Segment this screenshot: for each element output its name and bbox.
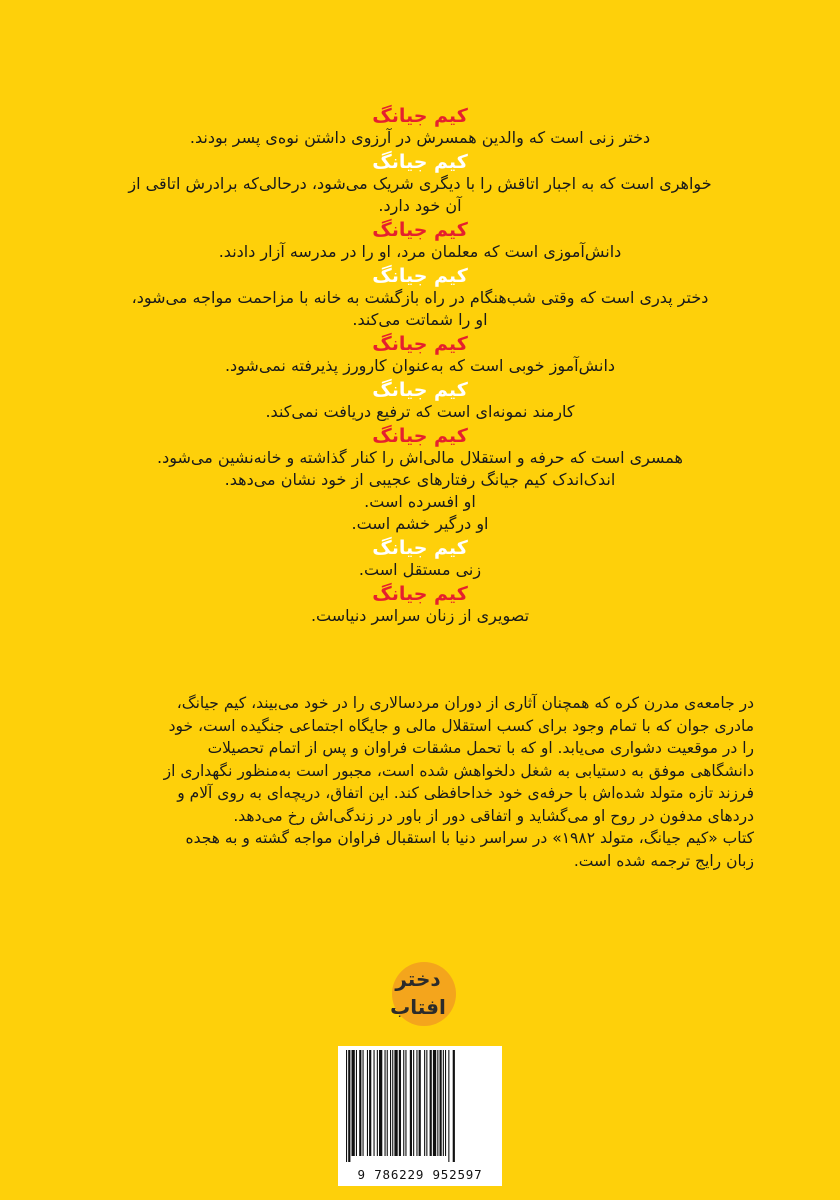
barcode-bar: [426, 1050, 427, 1156]
stanza-line: او درگیر خشم است.: [351, 514, 489, 533]
stanza-line: اندک‌اندک کیم جیانگ رفتارهای عجیبی از خود نشان می‌دهد.: [224, 470, 616, 489]
barcode-bar: [367, 1050, 368, 1156]
barcode-bar: [453, 1050, 455, 1162]
barcode-bar: [437, 1050, 438, 1156]
barcode-bar: [374, 1050, 375, 1156]
barcode-bar: [405, 1050, 406, 1156]
barcode-bar: [377, 1050, 378, 1156]
barcode-bar: [413, 1050, 414, 1156]
barcode-bar: [348, 1050, 350, 1162]
barcode-bar: [416, 1050, 417, 1156]
stanza-name: کیم جیانگ: [372, 219, 468, 241]
barcode-bar: [352, 1050, 355, 1156]
barcode-bars: [338, 1046, 502, 1164]
stanza-line: زنی مستقل است.: [358, 560, 482, 579]
barcode-bar: [385, 1050, 386, 1156]
stanza-line: دانش‌آموز خوبی است که به‌عنوان کارورز پذیرفته نمی‌شود.: [224, 356, 616, 375]
barcode-bar: [448, 1050, 449, 1162]
barcode-bar: [359, 1050, 361, 1156]
stanza-name: کیم جیانگ: [372, 379, 468, 401]
paragraph-line: زبان رایج ترجمه شده است.: [573, 851, 754, 870]
isbn-barcode: [338, 1046, 502, 1186]
stanza-line: دختر زنی است که والدین همسرش در آرزوی داشتن نوه‌ی پسر بودند.: [189, 128, 651, 147]
barcode-bar: [433, 1050, 436, 1156]
stanza-name: کیم جیانگ: [372, 151, 468, 173]
stanza-name: کیم جیانگ: [372, 583, 468, 605]
stanza-line: تصویری از زنان سراسر دنیاست.: [310, 606, 530, 625]
barcode-bar: [387, 1050, 388, 1156]
paragraph-line: فرزند تازه متولد شده‌اش با حرفه‌ی خود خداحافظی کند. این اتفاق، دریچه‌ای به روی آلام و: [177, 784, 754, 802]
stanza-line: آن خود دارد.: [378, 196, 462, 215]
barcode-bar: [445, 1050, 446, 1156]
publisher-logo-line1: دختر: [395, 967, 441, 991]
stanza-name: کیم جیانگ: [372, 537, 468, 559]
publisher-logo-line2: افتاب: [390, 995, 446, 1019]
paragraph-line: دردهای مدفون در روح او می‌گشاید و اتفاقی دور از باور در زندگی‌اش رخ می‌دهد.: [233, 806, 754, 825]
stanza-name: کیم جیانگ: [372, 333, 468, 355]
barcode-bar: [379, 1050, 382, 1156]
paragraph-line: کتاب «کیم جیانگ، متولد ۱۹۸۲» در سراسر دنیا با استقبال فراوان مواجه گشته و به هجده: [185, 829, 754, 847]
barcode-bar: [443, 1050, 444, 1156]
stanza-line: او را شماتت می‌کند.: [352, 310, 488, 329]
barcode-bar: [399, 1050, 401, 1156]
paragraph-line: را در موقعیت دشواری می‌یابد. او که با تحمل مشقات فراوان و پس از اتمام تحصیلات: [207, 739, 754, 757]
barcode-bar: [394, 1050, 397, 1156]
paragraph-line: در جامعه‌ی مدرن کره که همچنان آثاری از دوران مردسالاری را در خود می‌بیند، کیم جیانگ،: [176, 694, 754, 712]
stanza-line: همسری است که حرفه و استقلال مالی‌اش را کنار گذاشته و خانه‌نشین می‌شود.: [157, 448, 683, 467]
barcode-bar: [410, 1050, 412, 1156]
barcode-bar: [424, 1050, 425, 1156]
paragraph-line: دانشگاهی موفق به دستیابی به شغل دلخواهش شده است، مجبور است به‌منظور نگهداری از: [163, 761, 754, 780]
isbn-digits: 9 786229 952597: [357, 1167, 483, 1182]
stanza-line: کارمند نمونه‌ای است که ترفیع دریافت نمی‌کند.: [265, 402, 575, 421]
barcode-bar: [356, 1050, 357, 1156]
barcode-bar: [430, 1050, 432, 1156]
stanza-name: کیم جیانگ: [372, 105, 468, 127]
barcode-bar: [403, 1050, 404, 1156]
paragraph-line: مادری جوان که با تمام وجود برای کسب استقلال مالی و جایگاه اجتماعی جنگیده است، خود: [168, 716, 754, 735]
barcode-bar: [363, 1050, 364, 1156]
stanza-line: خواهری است که به اجبار اتاقش را با دیگری شریک می‌شود، درحالی‌که برادرش اتاقی از: [128, 174, 712, 193]
stanza-list: [90, 103, 750, 627]
stanza-name: کیم جیانگ: [372, 265, 468, 287]
publisher-logo: [378, 956, 458, 1036]
stanza-name: کیم جیانگ: [372, 425, 468, 447]
stanza-line: دانش‌آموزی است که معلمان مرد، او را در مدرسه آزار دادند.: [218, 242, 622, 261]
barcode-bar: [346, 1050, 347, 1162]
barcode-bar: [369, 1050, 371, 1156]
barcode-bar: [419, 1050, 421, 1156]
stanza-line: او افسرده است.: [364, 492, 476, 511]
barcode-bar: [392, 1050, 393, 1156]
stanza-line: دختر پدری است که وقتی شب‌هنگام در راه بازگشت به خانه با مزاحمت مواجه می‌شود،: [131, 288, 709, 307]
barcode-bar: [440, 1050, 442, 1156]
barcode-bar: [390, 1050, 391, 1156]
description-paragraph: [90, 692, 754, 872]
